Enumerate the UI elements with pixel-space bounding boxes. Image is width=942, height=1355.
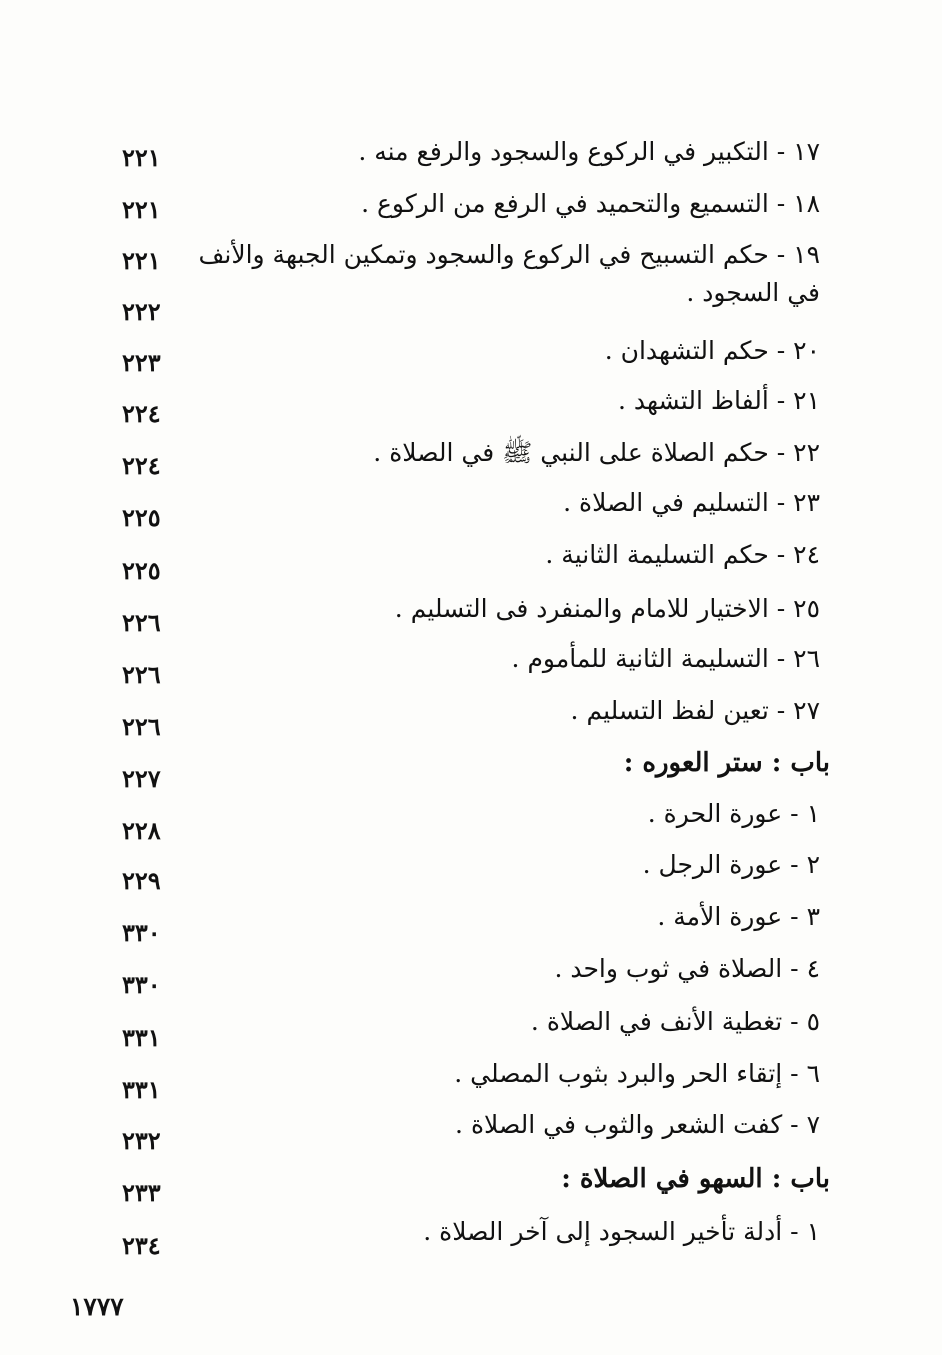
entry-title: ٢ - عورة الرجل . bbox=[642, 850, 820, 879]
entry-title: ١٨ - التسميع والتحميد في الرفع من الركوع . bbox=[361, 189, 820, 218]
entry-page-number: ٣٣١ bbox=[122, 1023, 161, 1052]
entry-title: ٤ - الصلاة في ثوب واحد . bbox=[554, 954, 820, 983]
entry-title: ٢٣ - التسليم في الصلاة . bbox=[563, 488, 820, 517]
entry-page-number: ٢٢٢ bbox=[122, 297, 161, 326]
section-heading: باب : ستر العوره : bbox=[623, 748, 830, 778]
entry-page-number: ٢٢١ bbox=[122, 143, 161, 172]
entry-page-number: ٢٣٣ bbox=[122, 1178, 161, 1207]
entry-page-number: ٢٢٦ bbox=[122, 608, 161, 637]
entry-title: ٢٢ - حكم الصلاة على النبي ﷺ في الصلاة . bbox=[373, 438, 820, 467]
entry-page-number: ٢٣٤ bbox=[122, 1231, 161, 1260]
entry-page-number: ٢٢٦ bbox=[122, 660, 161, 689]
entry-title: ٢٠ - حكم التشهدان . bbox=[604, 336, 820, 365]
entry-page-number: ٣٣٠ bbox=[122, 918, 161, 947]
entry-page-number: ٢٢٦ bbox=[122, 712, 161, 741]
entry-title: ١ - أدلة تأخير السجود إلى آخر الصلاة . bbox=[423, 1217, 820, 1246]
section-heading: باب : السهو في الصلاة : bbox=[561, 1164, 830, 1194]
entry-page-number: ٣٣٠ bbox=[122, 970, 161, 999]
entry-title: ٢١ - ألفاظ التشهد . bbox=[617, 386, 820, 415]
entry-page-number: ٢٢٩ bbox=[122, 866, 161, 895]
entry-title: ١ - عورة الحرة . bbox=[647, 799, 820, 828]
entry-title: ٧ - كفت الشعر والثوب في الصلاة . bbox=[455, 1110, 820, 1139]
entry-page-number: ٢٢٥ bbox=[122, 556, 161, 585]
entry-title: ١٧ - التكبير في الركوع والسجود والرفع منه . bbox=[358, 137, 820, 166]
entry-title: ٦ - إتقاء الحر والبرد بثوب المصلي . bbox=[454, 1059, 820, 1088]
entry-title: ٢٥ - الاختيار للامام والمنفرد فى التسليم . bbox=[394, 594, 820, 623]
entry-title: ٢٧ - تعين لفظ التسليم . bbox=[570, 696, 820, 725]
page-folio-number: ١٧٧٧ bbox=[70, 1292, 124, 1321]
entry-page-number: ٢٢٤ bbox=[122, 451, 161, 480]
entry-page-number: ٢٢٥ bbox=[122, 503, 161, 532]
entry-page-number: ٢٢١ bbox=[122, 246, 161, 275]
entry-page-number: ٢٢٨ bbox=[122, 816, 161, 845]
entry-title: ٣ - عورة الأمة . bbox=[657, 902, 820, 931]
entry-title: ٢٦ - التسليمة الثانية للمأموم . bbox=[511, 644, 820, 673]
entry-page-number: ٢٢٣ bbox=[122, 348, 161, 377]
entry-title: ٥ - تغطية الأنف في الصلاة . bbox=[530, 1007, 820, 1036]
entry-page-number: ٢٢٤ bbox=[122, 399, 161, 428]
entry-title: ١٩ - حكم التسبيح في الركوع والسجود وتمكين الجبهة والأنف في السجود . bbox=[198, 240, 820, 307]
entry-page-number: ٢٢٧ bbox=[122, 764, 161, 793]
entry-page-number: ٣٣١ bbox=[122, 1075, 161, 1104]
entry-page-number: ٢٢١ bbox=[122, 195, 161, 224]
entry-page-number: ٢٣٢ bbox=[122, 1126, 161, 1155]
entry-title: ٢٤ - حكم التسليمة الثانية . bbox=[545, 540, 820, 569]
